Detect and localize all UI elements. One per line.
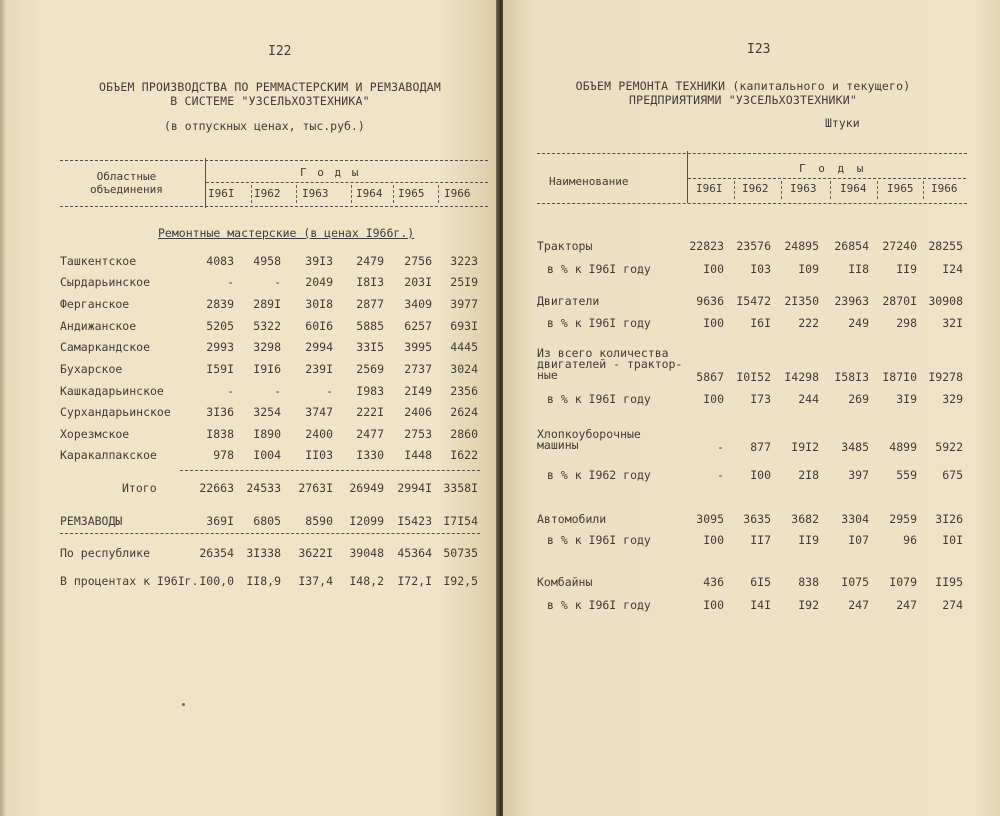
row-label: Хлопкоуборочные bbox=[537, 427, 641, 441]
year-divider bbox=[251, 185, 252, 203]
table-row bbox=[503, 512, 1000, 528]
percent-row bbox=[503, 533, 1000, 549]
row-value: I448 bbox=[404, 448, 432, 462]
row-value: 203I bbox=[404, 275, 432, 289]
row-value: 2I350 bbox=[784, 294, 819, 308]
row-value: 3I9 bbox=[896, 392, 917, 406]
header-divider bbox=[687, 151, 688, 203]
row-value: I00 bbox=[703, 262, 724, 276]
row-value: 298 bbox=[896, 316, 917, 330]
row-value: 22823 bbox=[689, 239, 724, 253]
year-header: I966 bbox=[931, 182, 958, 195]
row-value: 60I6 bbox=[305, 319, 333, 333]
row-value: 4445 bbox=[450, 340, 478, 354]
row-value: 5885 bbox=[356, 319, 384, 333]
row-value: 397 bbox=[848, 468, 869, 482]
row-value: 4083 bbox=[206, 254, 234, 268]
row-value: 3747 bbox=[305, 405, 333, 419]
year-header: I966 bbox=[444, 187, 471, 200]
row-label: в % к I96I году bbox=[547, 316, 651, 330]
row-value: I8I3 bbox=[356, 275, 384, 289]
row-value: 2753 bbox=[404, 427, 432, 441]
row-value: 247 bbox=[896, 598, 917, 612]
republic-row bbox=[0, 546, 498, 562]
row-value: I87I0 bbox=[882, 370, 917, 384]
row-value: 3I26 bbox=[935, 512, 963, 526]
row-value: 3298 bbox=[253, 340, 281, 354]
year-header: I963 bbox=[790, 182, 817, 195]
row-value: 3635 bbox=[743, 512, 771, 526]
row-value: I0I52 bbox=[736, 370, 771, 384]
row-value: I92,5 bbox=[443, 574, 478, 588]
title-line-2: ПРЕДПРИЯТИЯМИ "УЗСЕЛЬХОЗТЕХНИКИ" bbox=[629, 93, 857, 107]
row-value: 978 bbox=[213, 448, 234, 462]
row-value: 3682 bbox=[791, 512, 819, 526]
years-rule bbox=[688, 178, 966, 179]
page-number: I23 bbox=[747, 42, 771, 57]
row-value: I09 bbox=[798, 262, 819, 276]
row-label: Комбайны bbox=[537, 575, 593, 589]
unit-label: Штуки bbox=[825, 116, 860, 130]
row-value: 3409 bbox=[404, 297, 432, 311]
row-label: в % к I96I году bbox=[547, 392, 651, 406]
row-value: 3485 bbox=[841, 440, 869, 454]
row-value: I00 bbox=[703, 316, 724, 330]
row-value: 39I3 bbox=[305, 254, 333, 268]
row-label: По республике bbox=[60, 546, 151, 560]
table-row bbox=[0, 340, 498, 356]
row-label: в % к I962 году bbox=[547, 468, 651, 482]
row-label: Тракторы bbox=[537, 239, 593, 253]
row-value: I03 bbox=[750, 262, 771, 276]
row-value: 2959 bbox=[889, 512, 917, 526]
row-value: 222 bbox=[798, 316, 819, 330]
row-value: I00,0 bbox=[199, 574, 234, 588]
page-number: I22 bbox=[268, 44, 292, 59]
row-value: - bbox=[274, 384, 281, 398]
row-value: I4I bbox=[750, 598, 771, 612]
row-value: 2049 bbox=[305, 275, 333, 289]
years-rule bbox=[206, 182, 488, 183]
row-value: I00 bbox=[703, 533, 724, 547]
row-label: Андижанское bbox=[60, 319, 137, 333]
year-header: I965 bbox=[887, 182, 914, 195]
row-value: 2737 bbox=[404, 362, 432, 376]
row-value: - bbox=[227, 275, 234, 289]
table-row bbox=[0, 384, 498, 400]
row-value: 329 bbox=[942, 392, 963, 406]
column-name-header: Наименование bbox=[549, 175, 629, 188]
row-value: 45364 bbox=[397, 546, 432, 560]
row-value: 3622I bbox=[298, 546, 333, 560]
row-value: 23576 bbox=[736, 239, 771, 253]
row-value: I24 bbox=[942, 262, 963, 276]
row-value: 24895 bbox=[784, 239, 819, 253]
row-value: I92 bbox=[798, 598, 819, 612]
remzavody-row bbox=[0, 514, 498, 530]
year-divider bbox=[438, 185, 439, 203]
row-label: машины bbox=[537, 438, 579, 452]
row-value: 28255 bbox=[928, 239, 963, 253]
row-value: 26949 bbox=[349, 481, 384, 495]
percent-row bbox=[0, 574, 498, 590]
table-row bbox=[0, 427, 498, 443]
row-value: 4958 bbox=[253, 254, 281, 268]
row-value: 5322 bbox=[253, 319, 281, 333]
year-header: I965 bbox=[398, 187, 425, 200]
row-value: 2993 bbox=[206, 340, 234, 354]
row-value: 3977 bbox=[450, 297, 478, 311]
row-value: I72,I bbox=[397, 574, 432, 588]
row-value: I00 bbox=[750, 468, 771, 482]
table-row bbox=[0, 297, 498, 313]
row-value: 239I bbox=[305, 362, 333, 376]
row-value: 3358I bbox=[443, 481, 478, 495]
year-header: I964 bbox=[840, 182, 867, 195]
row-label: Из всего количества bbox=[537, 346, 669, 360]
row-value: I00 bbox=[703, 598, 724, 612]
row-value: 8590 bbox=[305, 514, 333, 528]
row-label: Ферганское bbox=[60, 297, 130, 311]
row-value: 369I bbox=[206, 514, 234, 528]
table-row bbox=[503, 427, 1000, 456]
row-value: - bbox=[717, 440, 724, 454]
header-bottom-rule bbox=[60, 206, 488, 207]
table-row bbox=[0, 362, 498, 378]
row-value: I4298 bbox=[784, 370, 819, 384]
row-value: 269 bbox=[848, 392, 869, 406]
row-value: 2877 bbox=[356, 297, 384, 311]
percent-row bbox=[503, 316, 1000, 332]
row-value: I9I2 bbox=[791, 440, 819, 454]
row-label: Итого bbox=[122, 481, 157, 495]
year-header: I962 bbox=[742, 182, 769, 195]
row-value: 693I bbox=[450, 319, 478, 333]
row-value: I9I6 bbox=[253, 362, 281, 376]
year-divider bbox=[877, 181, 878, 199]
row-value: I330 bbox=[356, 448, 384, 462]
row-value: I9278 bbox=[928, 370, 963, 384]
table-title bbox=[60, 80, 480, 108]
table-row bbox=[503, 294, 1000, 310]
row-label: РЕМЗАВОДЫ bbox=[60, 514, 123, 528]
row-label: Сырдарьинское bbox=[60, 275, 151, 289]
row-value: 9636 bbox=[696, 294, 724, 308]
row-value: - bbox=[274, 275, 281, 289]
row-value: I890 bbox=[253, 427, 281, 441]
row-value: 24533 bbox=[246, 481, 281, 495]
percent-row bbox=[503, 468, 1000, 484]
table-title bbox=[563, 79, 923, 107]
subtotal-rule bbox=[180, 470, 480, 471]
row-value: 27240 bbox=[882, 239, 917, 253]
row-value: 244 bbox=[798, 392, 819, 406]
row-value: 26354 bbox=[199, 546, 234, 560]
row-value: II8,9 bbox=[246, 574, 281, 588]
row-label: ные bbox=[537, 368, 558, 382]
row-value: I004 bbox=[253, 448, 281, 462]
row-value: 3024 bbox=[450, 362, 478, 376]
year-header: I964 bbox=[356, 187, 383, 200]
row-value: 289I bbox=[253, 297, 281, 311]
row-value: 50735 bbox=[443, 546, 478, 560]
table-row bbox=[0, 275, 498, 291]
percent-row bbox=[503, 392, 1000, 408]
row-value: 3223 bbox=[450, 254, 478, 268]
row-value: 2479 bbox=[356, 254, 384, 268]
row-value: I73 bbox=[750, 392, 771, 406]
table-row bbox=[0, 319, 498, 335]
row-value: I075 bbox=[841, 575, 869, 589]
row-label: в % к I96I году bbox=[547, 262, 651, 276]
left-page bbox=[0, 0, 498, 816]
row-value: 2I49 bbox=[404, 384, 432, 398]
row-value: 877 bbox=[750, 440, 771, 454]
percent-row bbox=[503, 598, 1000, 614]
year-header: I963 bbox=[302, 187, 329, 200]
row-value: I37,4 bbox=[298, 574, 333, 588]
table-row bbox=[0, 405, 498, 421]
row-value: I07 bbox=[848, 533, 869, 547]
row-value: 3095 bbox=[696, 512, 724, 526]
row-value: 2356 bbox=[450, 384, 478, 398]
row-value: II95 bbox=[935, 575, 963, 589]
header-top-rule bbox=[60, 160, 488, 161]
row-value: - bbox=[227, 384, 234, 398]
row-value: 2994 bbox=[305, 340, 333, 354]
row-value: 3254 bbox=[253, 405, 281, 419]
row-value: I5472 bbox=[736, 294, 771, 308]
row-value: II8 bbox=[848, 262, 869, 276]
row-value: 6257 bbox=[404, 319, 432, 333]
row-value: 5922 bbox=[935, 440, 963, 454]
row-value: I59I bbox=[206, 362, 234, 376]
republic-rule bbox=[60, 533, 480, 534]
row-value: 249 bbox=[848, 316, 869, 330]
years-header: Г о д ы bbox=[300, 166, 361, 179]
year-divider bbox=[923, 181, 924, 199]
row-value: 559 bbox=[896, 468, 917, 482]
row-value: I0I bbox=[942, 533, 963, 547]
row-value: 39048 bbox=[349, 546, 384, 560]
row-value: 838 bbox=[798, 575, 819, 589]
row-value: I5423 bbox=[397, 514, 432, 528]
row-value: 23963 bbox=[834, 294, 869, 308]
row-value: - bbox=[717, 468, 724, 482]
section-title: Ремонтные мастерские (в ценах I966г.) bbox=[158, 226, 415, 240]
row-value: 2624 bbox=[450, 405, 478, 419]
row-value: I079 bbox=[889, 575, 917, 589]
row-label: Кашкадарьинское bbox=[60, 384, 164, 398]
row-value: 2839 bbox=[206, 297, 234, 311]
year-header: I96I bbox=[208, 187, 235, 200]
row-value: 2400 bbox=[305, 427, 333, 441]
row-value: 2870I bbox=[882, 294, 917, 308]
row-value: 2406 bbox=[404, 405, 432, 419]
row-value: 33I5 bbox=[356, 340, 384, 354]
years-header: Г о д ы bbox=[799, 162, 867, 175]
percent-row bbox=[503, 262, 1000, 278]
row-value: I48,2 bbox=[349, 574, 384, 588]
row-value: II7 bbox=[750, 533, 771, 547]
row-value: 247 bbox=[848, 598, 869, 612]
row-label: Хорезмское bbox=[60, 427, 130, 441]
row-value: I6I bbox=[750, 316, 771, 330]
row-value: I58I3 bbox=[834, 370, 869, 384]
row-value: 2860 bbox=[450, 427, 478, 441]
row-value: 3I338 bbox=[246, 546, 281, 560]
row-label: в % к I96I году bbox=[547, 533, 651, 547]
row-value: I00 bbox=[703, 392, 724, 406]
table-row bbox=[0, 254, 498, 270]
row-value: 30908 bbox=[928, 294, 963, 308]
column-name-header: Областные объединения bbox=[90, 170, 163, 196]
row-label: Ташкентское bbox=[60, 254, 137, 268]
row-value: I622 bbox=[450, 448, 478, 462]
year-divider bbox=[781, 181, 782, 199]
row-label: в % к I96I году bbox=[547, 598, 651, 612]
row-value: 32I bbox=[942, 316, 963, 330]
row-label: Автомобили bbox=[537, 512, 607, 526]
header-divider bbox=[205, 158, 206, 208]
table-row bbox=[503, 346, 1000, 386]
header-top-rule bbox=[537, 153, 967, 154]
row-value: 6I5 bbox=[750, 575, 771, 589]
row-value: 30I8 bbox=[305, 297, 333, 311]
year-header: I962 bbox=[254, 187, 281, 200]
year-divider bbox=[393, 185, 394, 203]
row-value: 5205 bbox=[206, 319, 234, 333]
row-value: 26854 bbox=[834, 239, 869, 253]
row-value: II03 bbox=[305, 448, 333, 462]
row-value: 2477 bbox=[356, 427, 384, 441]
right-page bbox=[503, 0, 1000, 816]
row-value: I2099 bbox=[349, 514, 384, 528]
row-value: 2I8 bbox=[798, 468, 819, 482]
row-value: 2994I bbox=[397, 481, 432, 495]
row-value: 274 bbox=[942, 598, 963, 612]
row-value: II9 bbox=[896, 262, 917, 276]
table-row bbox=[503, 575, 1000, 591]
row-label: Сурхандарьинское bbox=[60, 405, 171, 419]
row-label: Бухарское bbox=[60, 362, 123, 376]
row-value: I983 bbox=[356, 384, 384, 398]
year-divider bbox=[296, 185, 297, 203]
title-line-1: ОБЪЕМ РЕМОНТА ТЕХНИКИ (капитального и текущего) bbox=[575, 79, 911, 93]
row-value: 2756 bbox=[404, 254, 432, 268]
row-value: I7I54 bbox=[443, 514, 478, 528]
row-value: 2569 bbox=[356, 362, 384, 376]
row-label: В процентах к I96Iг. bbox=[60, 574, 199, 588]
row-label: двигателей - трактор- bbox=[537, 357, 683, 371]
year-divider bbox=[734, 181, 735, 199]
ink-speck bbox=[182, 703, 185, 706]
row-value: 2763I bbox=[298, 481, 333, 495]
row-label: Каракалпакское bbox=[60, 448, 157, 462]
row-value: II9 bbox=[798, 533, 819, 547]
row-value: 25I9 bbox=[450, 275, 478, 289]
row-value: 6805 bbox=[253, 514, 281, 528]
row-value: 96 bbox=[903, 533, 917, 547]
row-value: 675 bbox=[942, 468, 963, 482]
row-value: 436 bbox=[703, 575, 724, 589]
row-value: I838 bbox=[206, 427, 234, 441]
year-divider bbox=[351, 185, 352, 203]
row-value: 22663 bbox=[199, 481, 234, 495]
year-divider bbox=[830, 181, 831, 199]
table-row bbox=[503, 239, 1000, 255]
header-bottom-rule bbox=[537, 203, 967, 204]
total-row bbox=[0, 481, 498, 497]
title-line-2: В СИСТЕМЕ "УЗСЕЛЬХОЗТЕХНИКА" bbox=[170, 94, 370, 108]
row-value: 3304 bbox=[841, 512, 869, 526]
row-label: Самаркандское bbox=[60, 340, 151, 354]
title-line-1: ОБЪЕМ ПРОИЗВОДСТВА ПО РЕММАСТЕРСКИМ И РЕМЗАВОДАМ bbox=[99, 80, 441, 94]
row-value: 4899 bbox=[889, 440, 917, 454]
row-value: 5867 bbox=[696, 370, 724, 384]
table-subtitle: (в отпускных ценах, тыс.руб.) bbox=[164, 119, 365, 133]
row-value: 222I bbox=[356, 405, 384, 419]
row-value: 3995 bbox=[404, 340, 432, 354]
row-value: - bbox=[326, 384, 333, 398]
year-header: I96I bbox=[696, 182, 723, 195]
row-label: Двигатели bbox=[537, 294, 600, 308]
table-row bbox=[0, 448, 498, 464]
row-value: 3I36 bbox=[206, 405, 234, 419]
